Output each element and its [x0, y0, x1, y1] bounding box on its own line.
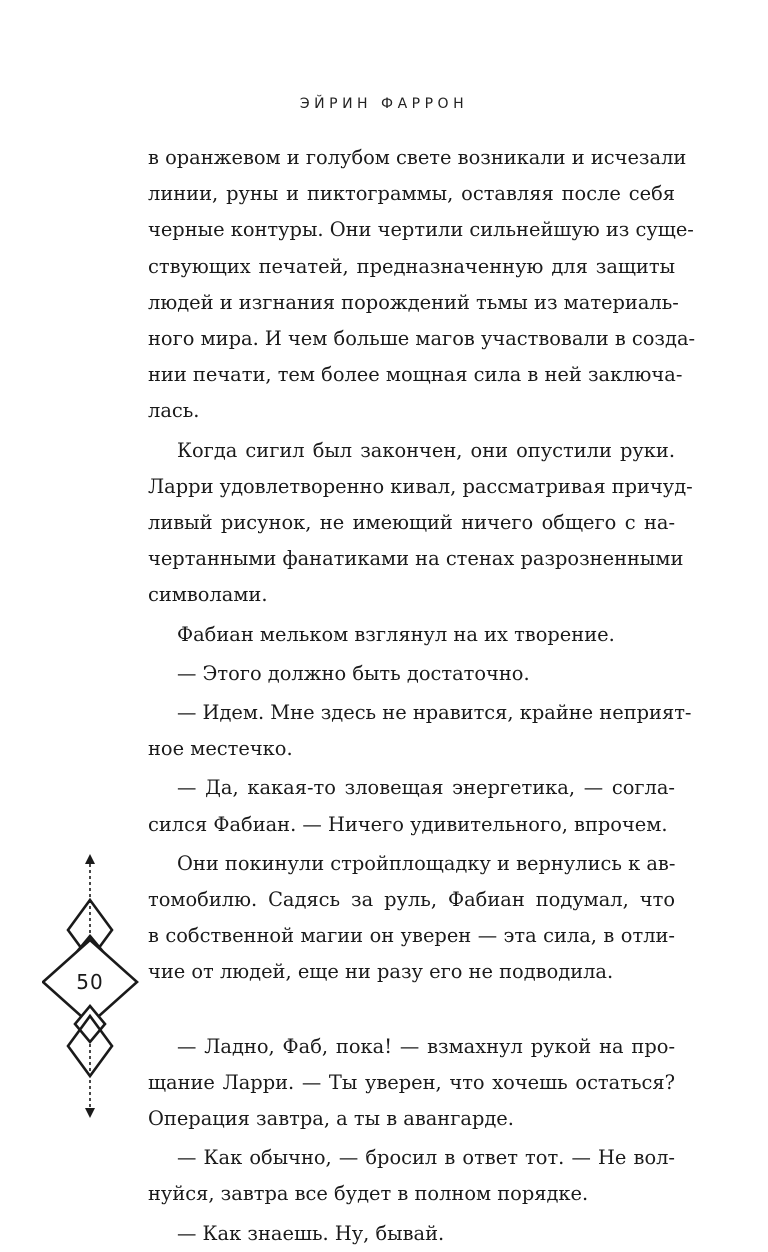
- text-line: ствующих печатей, предназначенную для защиты: [148, 254, 675, 278]
- text-line: Они покинули стройплощадку и вернулись к ав-: [177, 851, 676, 875]
- running-head: ЭЙРИН ФАРРОН: [299, 96, 469, 112]
- text-line: Операция завтра, а ты в авангарде.: [148, 1107, 514, 1131]
- text-line: сился Фабиан. — Ничего удивительного, впрочем.: [148, 812, 668, 836]
- text-line: ного мира. И чем больше магов участвовали в созда-: [148, 327, 696, 351]
- text-line: лась.: [148, 399, 200, 423]
- text-line: — Ладно, Фаб, пока! — взмахнул рукой на про-: [177, 1034, 675, 1058]
- text-line: Ларри удовлетворенно кивал, рассматривая причуд-: [148, 474, 693, 498]
- text-line: щание Ларри. — Ты уверен, что хочешь остаться?: [148, 1070, 675, 1094]
- text-line: символами.: [148, 583, 268, 607]
- body-text: [148, 140, 696, 1252]
- text-line: в собственной магии он уверен — эта сила, в отли-: [148, 924, 675, 948]
- text-line: — Да, какая-то зловещая энергетика, — согла-: [177, 776, 675, 800]
- text-line: ливый рисунок, не имеющий ничего общего с на-: [148, 511, 675, 535]
- text-line: людей и изгнания порождений тьмы из материаль-: [148, 290, 679, 314]
- text-line: в оранжевом и голубом свете возникали и исчезали: [148, 146, 687, 169]
- text-line: чертанными фанатиками на стенах разрозненными: [148, 547, 684, 571]
- text-line: нуйся, завтра все будет в полном порядке.: [148, 1182, 589, 1206]
- text-line: Фабиан мельком взглянул на их творение.: [177, 622, 615, 646]
- text-line: линии, руны и пиктограммы, оставляя после себя: [148, 182, 675, 206]
- text-line: — Этого должно быть достаточно.: [177, 661, 530, 685]
- text-line: нии печати, тем более мощная сила в ней заключа-: [148, 363, 683, 387]
- page-number: 50: [76, 970, 104, 994]
- text-line: ное местечко.: [148, 737, 293, 761]
- text-line: — Как знаешь. Ну, бывай.: [177, 1221, 445, 1245]
- text-line: — Идем. Мне здесь не нравится, крайне неприят-: [177, 701, 692, 725]
- text-line: Когда сигил был закончен, они опустили руки.: [177, 438, 675, 462]
- text-line: черные контуры. Они чертили сильнейшую из суще-: [148, 218, 694, 242]
- text-line: — Как обычно, — бросил в ответ тот. — Не вол-: [177, 1146, 675, 1170]
- text-line: томобилю. Садясь за руль, Фабиан подумал, что: [148, 888, 675, 912]
- text-line: чие от людей, еще ни разу его не подводила.: [148, 960, 614, 984]
